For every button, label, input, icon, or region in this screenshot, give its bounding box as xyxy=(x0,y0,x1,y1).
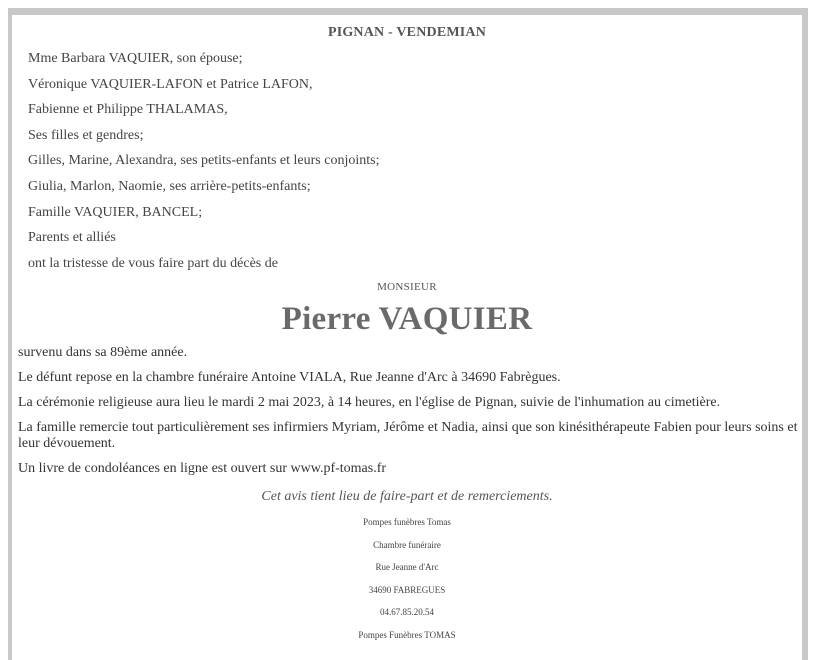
body-paragraph: Le défunt repose en la chambre funéraire Antoine VIALA, Rue Jeanne d'Arc à 34690 Fabrègues. xyxy=(18,370,561,385)
body-paragraph: survenu dans sa 89ème année. xyxy=(18,345,188,360)
funeral-home-line: 34690 FABREGUES xyxy=(368,584,446,595)
family-line: Ses filles et gendres; xyxy=(28,127,144,143)
notice-body xyxy=(18,345,798,486)
deceased-name: Pierre VAQUIER xyxy=(281,301,533,337)
family-line: Fabienne et Philippe THALAMAS, xyxy=(28,102,228,118)
funeral-home-line: Rue Jeanne d'Arc xyxy=(375,562,439,573)
family-line: Gilles, Marine, Alexandra, ses petits-enfants et leurs conjoints; xyxy=(28,153,380,169)
body-paragraph: Un livre de condoléances en ligne est ouvert sur www.pf-tomas.fr xyxy=(18,461,387,476)
funeral-home-line: Chambre funéraire xyxy=(373,539,441,550)
family-line: Famille VAQUIER, BANCEL; xyxy=(28,204,203,220)
family-line: Véronique VAQUIER-LAFON et Patrice LAFON, xyxy=(28,76,313,92)
funeral-home-block xyxy=(12,516,802,652)
funeral-home-line: 04.67.85.20.54 xyxy=(380,607,434,618)
body-paragraph: La famille remercie tout particulièrement ses infirmiers Myriam, Jérôme et Nadia, ainsi que son kinésithérapeute Fabien pour leurs soins et leur dévouement. xyxy=(18,420,798,451)
obituary-notice xyxy=(12,15,802,660)
family-line: Mme Barbara VAQUIER, son épouse; xyxy=(28,51,243,66)
family-line: Parents et alliés xyxy=(28,230,116,246)
family-line: Giulia, Marlon, Naomie, ses arrière-petits-enfants; xyxy=(28,178,311,194)
family-list xyxy=(28,50,379,280)
funeral-home-line: Pompes Funèbres TOMAS xyxy=(358,629,456,640)
town-heading: PIGNAN - VENDEMIAN xyxy=(327,25,487,40)
honorific-label: MONSIEUR xyxy=(377,281,437,293)
closing-statement: Cet avis tient lieu de faire-part et de remerciements. xyxy=(261,489,553,504)
funeral-home-line: Pompes funèbres Tomas xyxy=(363,517,451,527)
body-paragraph: La cérémonie religieuse aura lieu le mardi 2 mai 2023, à 14 heures, en l'église de Pignan, suivie de l'inhumation au cimetière. xyxy=(18,395,721,410)
family-line: ont la tristesse de vous faire part du décès de xyxy=(28,255,278,271)
